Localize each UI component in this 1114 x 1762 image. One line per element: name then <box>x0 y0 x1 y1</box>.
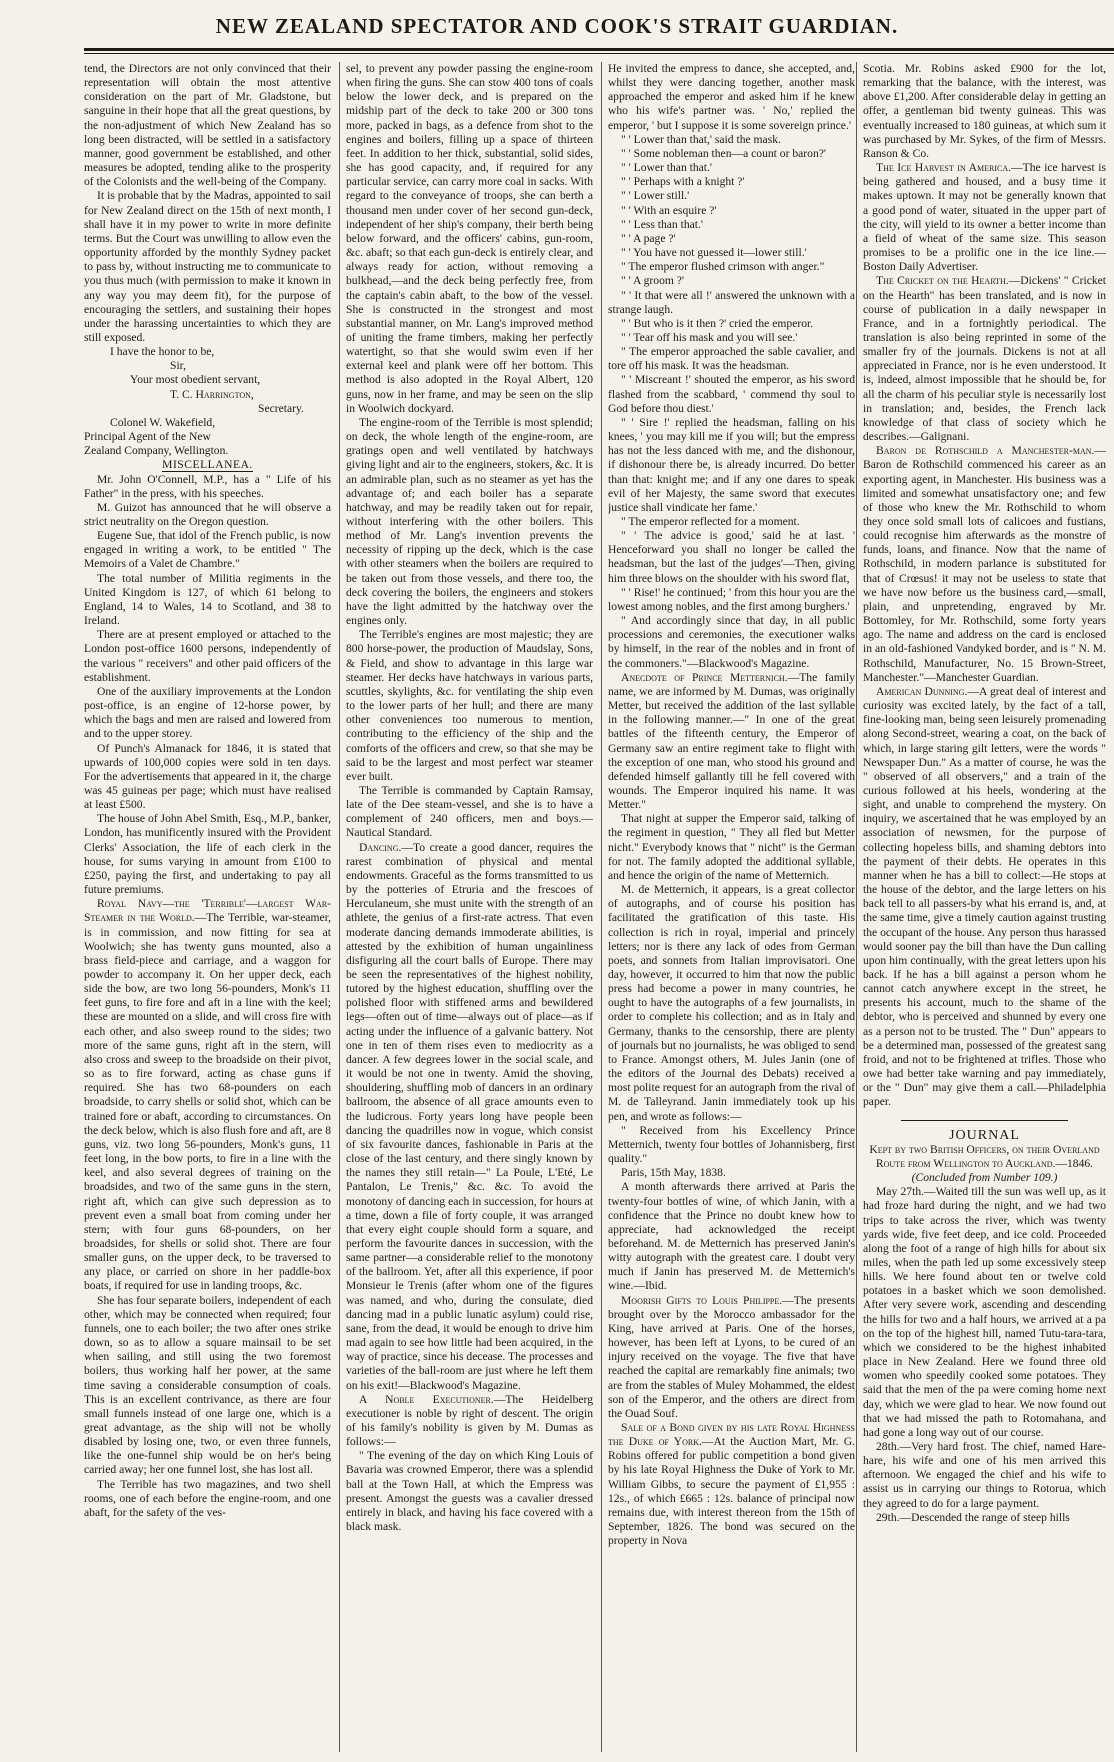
dialogue-line: " ' Lower than that.' <box>621 161 713 175</box>
dialogue-line: " ' Some nobleman then—a count or baron?' <box>621 146 826 160</box>
news-item: The total number of Militia regiments in the United Kingdom is 127, of which 61 belong to England, 14 to Wales, 14 to Scotland, and 38 to Ireland. <box>84 571 331 628</box>
dialogue-line: " ' A page ?' <box>621 231 676 245</box>
letter-addressee: Zealand Company, Wellington. <box>84 444 229 458</box>
article-paragraph: The Terrible's engines are most majestic; they are 800 horse-power, the production of Maudslay, Sons, & Field, and show to advantage in this large war steamer. Her decks have hatchways in various parts, scuttles, skylights, &c. for ventilating the ship even to the lower parts of her hull; and there are many other conveniences too numerous to mention, contributing to the efficiency of the ship and the comforts of the officers and crew, so that she may be said to be the largest and most perfect war steamer ever built. <box>346 628 593 783</box>
letter-addressee: Principal Agent of the New <box>84 430 211 444</box>
dialogue-line: " ' Sire !' replied the headsman, falling on his knees, ' you may kill me if you will; but the empress has not the less danced with me, and the dishonour, if dishonour there be, is already incurred. Do better than that: knight me; and if any one dares to speak evil of her Majesty, the same sword that executes justice shall vindicate her fame.' <box>608 415 855 514</box>
article-heading: The Ice Harvest in America. <box>876 161 1012 175</box>
dialogue-line: " ' Rise!' he continued; ' from this hour you are the lowest among nobles, and the first among burghers.' <box>608 585 855 613</box>
news-item: The house of John Abel Smith, Esq., M.P., banker, London, has munificently insured with the Provident Clerks' Association, the life of each clerk in the house, for sums varying in amount from £100 to £250, paying the first, and undertaking to pay all future premiums. <box>84 812 331 897</box>
news-item: Eugene Sue, that idol of the French public, is now engaged in writing a work, to be entitled " The Memoirs of a Valet de Chambre." <box>84 529 331 571</box>
article-paragraph: That night at supper the Emperor said, talking of the regiment in question, " They all fled but Metter nicht." Everybody knows that " nicht" is the German for not. The family adopted the additional syllable, and hence the origin of the name of Metternich. <box>608 812 855 882</box>
article-american-dunning <box>863 685 1106 1110</box>
article-heading: A Noble Executioner. <box>359 1392 494 1406</box>
dialogue-line: " ' With an esquire ?' <box>621 203 717 217</box>
news-item: Of Punch's Almanack for 1846, it is stated that upwards of 100,000 copies were sold in ten days. For the advertisements that appeared in it, the charge was 45 guineas per page; which must have realised at least £500. <box>84 741 331 812</box>
letter-closing: Sir, <box>170 359 186 373</box>
letter-paragraph: tend, the Directors are not only convinced that their representation will obtain the most attentive consideration on the part of Mr. Gladstone, but sanguine in their hope that all the great questions, by the non-adjustment of which New Zealand has so long been distracted, will be settled in a satisfactory manner, good government be established, and other measures be adopted, tending alike to the prosperity of the Colonists and the well-being of the Company. <box>84 62 331 189</box>
article-paragraph: " Received from his Excellency Prince Metternich, twenty four bottles of Johannisberg, first quality." <box>608 1123 855 1166</box>
dialogue-line: " And accordingly since that day, in all public processions and ceremonies, the executioner walks by himself, in the rear of the nobles and in front of the commoners."—Blackwood's Magazine. <box>608 614 855 670</box>
article-body: —Dickens' " Cricket on the Hearth" has been translated, and is now in course of publication in a daily newspaper in France, and in a fortnightly periodical. The translation is also being reprinted in some of the smaller fry of the journals. Dickens is not at all appreciated in France, nor is he even understood. It is, indeed, almost impossible that he should be, for all the charm of his peculiar style is necessarily lost in translation; and, besides, the French lack knowledge of that class of society which he describes.—Galignani. <box>863 274 1106 444</box>
column-divider <box>856 62 857 1752</box>
masthead-rule-thin <box>84 53 1114 54</box>
column-2 <box>346 62 593 1752</box>
news-item: M. Guizot has announced that he will observe a strict neutrality on the Oregon question. <box>84 500 331 528</box>
article-body: —The ice harvest is being gathered and housed, and a busy time it makes uptown. It may not be generally known that a good pond of water, situated in the upper part of the city, will yield to its owner a better income than a field of wheat of the same size. This season promises to be a prolific one in the ice line.—Boston Daily Advertiser. <box>863 161 1106 274</box>
journal-title: JOURNAL <box>949 1127 1020 1143</box>
dialogue-line: " ' Tear off his mask and you will see.' <box>621 330 798 344</box>
article-heading: Moorish Gifts to Louis Philippe. <box>621 1293 783 1307</box>
article-executioner <box>346 1393 593 1450</box>
article-paragraph: sel, to prevent any powder passing the engine-room when firing the guns. She can stow 400 tons of coals below the lower deck, and is prepared on the midship part of the deck to take 200 or 300 tons more, packed in bags, as a defence from shot to the engines and boilers, filling up a space of thirteen feet. In addition to her thick, substantial, solid sides, she has good capacity, and, if required for any particular service, can carry more coal in sacks. With regard to the conveyance of troops, she can berth a thousand men under cover of her second gun-deck, independent of her ship's company, their berth being below forward, and the officers' cabins, gun-room, &c. abaft; so that each gun-deck is entirely clear, and always ready for action, without removing a bulkhead,—and the deck being perfectly free, from the captain's cabin abaft, to the bow of the vessel. She is constructed in the strongest and most substantial manner, on Mr. Lang's improved method of uniting the frame timbers, making her perfectly watertight, so that she would swim even if her external keel and plank were off her bottom. This method is also adopted in the Royal Albert, 120 guns, now in her frame, and may be seen on the slip in Woolwich dockyard. <box>346 62 593 415</box>
dialogue-line: " The emperor flushed crimson with anger." <box>621 260 825 274</box>
dialogue-line: " ' Less than that.' <box>621 217 703 231</box>
article-body: —Baron de Rothschild commenced his career as an exporting agent, in Manchester. His business was a limited and somewhat unsatisfactory one; and few of those who knew the Mr. Rothschild to whom they once sold small lots of calicoes and fustians, could recognise him afterwards as the monstre of funds, loans, and finance. Now that the name of Rothschild, in modern parlance is substituted for that of Crœsus! it may not be useless to state that we have now before us the business card,—small, plain, and unpretending, engraved by Mr. Bottomley, for Mr. Rothschild, some forty years ago. The name and address on the card is enclosed in an old-fashioned Vandyked border, and is " N. M. Rothschild, Manufacturer, No. 15 Brown-Street, Manchester."—Manchester Guardian. <box>863 444 1106 684</box>
letter-signatory: T. C. Harrington, <box>170 387 254 401</box>
article-paragraph: He invited the empress to dance, she accepted, and, whilst they were dancing together, another mask approached the emperor and asked him if he knew who his wife's partner was. ' No,' replied the emperor, ' but I suppose it is some sovereign prince.' <box>608 62 855 132</box>
section-heading-text: MISCELLANEA. <box>162 458 253 472</box>
article-body: —The Heidelberg executioner is noble by right of descent. The origin of his family's nobility is given by M. Dumas as follows:— <box>346 1392 593 1449</box>
article-body: —At the Auction Mart, Mr. G. Robins offered for public competition a bond given by his late Royal Highness the Duke of York to Mr. William Gibbs, to secure the payment of £1,955 : 12s., of which £665 : 12s. balance of principal now remains due, with interest thereon from the 15th of September, 1826. The bond was secured on the property in Nova <box>608 1435 855 1548</box>
article-dancing <box>346 841 593 1393</box>
dialogue-line: " ' Perhaps with a knight ?' <box>621 175 745 189</box>
dialogue-line: " ' Lower still.' <box>621 189 690 203</box>
journal-entry: 29th.—Descended the range of steep hills <box>876 1510 1070 1524</box>
column-4 <box>863 62 1106 1752</box>
article-body: —The presents brought over by the Morocco ambassador for the King, have arrived at Paris. One of the horses, however, has been left at Lyons, to be cured of an injury received on the voyage. The five that have reached the capital are remarkably fine animals; two are from the stables of Muley Mohammed, the eldest son of the Emperor, and the others are direct from the Ouad Souf. <box>608 1293 855 1420</box>
masthead-rule-thick <box>84 48 1114 51</box>
dialogue-line: " ' It that were all !' answered the unknown with a strange laugh. <box>608 288 855 316</box>
article-heading: Sale of a Bond given by his late Royal Highness the Duke of York. <box>608 1421 855 1449</box>
dialogue-line: " The emperor reflected for a moment. <box>621 515 800 528</box>
news-item: One of the auxiliary improvements at the London post-office, is an engine of 12-horse power, by which the bags and men are raised and lowered from and to the upper storey. <box>84 684 331 741</box>
article-cricket-hearth <box>863 274 1106 444</box>
journal-entry: 28th.—Very hard frost. The chief, named Hare-hare, his wife and one of his men arrived this afternoon. We engaged the chief and his wife to assist us in carrying our things to Rotorua, which they agreed to do for a large payment. <box>863 1440 1106 1510</box>
journal-entry: May 27th.—Waited till the sun was well up, as it had froze hard during the night, and we had two trips to take across the river, which was twenty yards wide, five feet deep, and ice cold. Proceeded along the foot of a range of high hills for about six miles, when the path led up some excessively steep hills. We here found about ten or twelve cold potatoes in a basket which we soon demolished. After very severe work, ascending and descending the hills for two and a half hours, we arrived at a pa on the top of the highest hill, named Tutu-tara-tara, which we considered to be the highest inhabited place in New Zealand. Here we found three old women who speedily cooked some potatoes. They said that the men of the pa were coming home next day, which we were glad to hear. We now found out that we had missed the path to Rotomahana, and had gone a long way out of our course. <box>863 1185 1106 1439</box>
article-paragraph: She has four separate boilers, independent of each other, which may be connected when required; four funnels, one to each boiler; the two after ones strike down, so as to allow a square mainsail to be set when sailing, and still using the two foremost boilers, thus working half her power, at the same time saving a considerable consumption of coals. This is an excellent contrivance, as there are four small funnels instead of one large one, which is a great advantage, as the ship will not be wholly disabled by losing one, two, or even three funnels, like the one-funnel ship would be on her's being carried away; her one funnel lost, she has lost all. <box>84 1293 331 1477</box>
article-heading: Baron de Rothschild a Manchester-man. <box>876 444 1095 458</box>
article-bond-sale <box>608 1421 855 1548</box>
article-paragraph: The engine-room of the Terrible is most splendid; on deck, the whole length of the engine-room, are gratings open and well ventilated by hatchways giving light and air to the engineers, stokers, &c. It is an admirable plan, such as no steamer as yet has the advantage of; and each boiler has a separate hatchway, and may be readily taken out for repair, without interfering with the other boilers. This method of Mr. Lang's invention prevents the necessity of ripping up the deck, which is the case with other steamers when the boilers are required to be taken out from those vessels, and there too, the deck covering the boilers, the engineers and stokers have the light admitted by the hatchway over the engines only. <box>346 415 593 628</box>
article-heading: Anecdote of Prince Metternich. <box>621 670 788 684</box>
article-paragraph: Scotia. Mr. Robins asked £900 for the lot, remarking that the balance, with the interest, was above £1,200. After considerable delay in getting an offer, a gentleman bid twenty guineas. This was eventually increased to 180 guineas, at which sum it was purchased by Mr. Sykes, of the firm of Messrs. Ranson & Co. <box>863 62 1106 160</box>
article-terrible <box>84 897 331 1293</box>
article-body: —The family name, we are informed by M. Dumas, was originally Metter, but received the addition of the last syllable in the following manner.—" In one of the great battles of the fifteenth century, the Emperor of Germany saw an entire regiment take to flight with the exception of one man, who stood his ground and defended himself gallantly till he fell covered with wounds. The Emperor inquired his name. It was Metter." <box>608 670 855 812</box>
section-heading-miscellanea <box>84 458 331 472</box>
article-body: —The Terrible, war-steamer, is in commission, and now fitting for sea at Woolwich; she has twenty guns mounted, also a brass field-piece and carriage, and a waggon for powder to accompany it. On her upper deck, each side the bow, are two long 56-pounders, Monk's 11 feet guns, to fire fore and aft in a line with the keel; these are mounted on a slide, and will cross fire with each other, and also sweep round to the sides; two more of the same guns, right aft in the stern, will also cross and sweep to the broadside on their pivot, so as to fire forward, acting as chase guns if required. She has two 68-pounders on each broadside, to carry shells or solid shot, which can be trained fore or abaft, according to circumstances. On the deck below, which is also flush fore and aft, are 8 guns, viz. two long 56-pounders, Monk's guns, 11 feet long, in the bow ports, to fire in a line with the keel, and also several degrees of training on the broadsides, and two of the same guns in the stern, right aft, which can give such depression as to prevent even a small boat from coming under her stern; with four guns 68-pounders, on her broadsides, for shells or solid shot. There are four smaller guns, on the upper deck, to be traversed to any place, or carried on shore in her paddle-box boats, if required for use in landing troops, &c. <box>84 911 331 1293</box>
news-item: Mr. John O'Connell, M.P., has a " Life of his Father" in the press, with his speeches. <box>84 472 331 500</box>
article-paragraph: M. de Metternich, it appears, is a great collector of autographs, and of course his position has facilitated the gratification of this taste. His collection is rich in royal, imperial and princely letters; nor is there any lack of odes from German poets, and sonnets from Italian improvisatori. One day, however, it occurred to him that now the public press had become a power in many countries, he ought to have the autographs of a few journalists, in order to complete his collection; and as in Italy and Germany, thanks to the censorship, there are plenty of journals but no journalists, he was obliged to send to France. Amongst others, M. Jules Janin (one of the editors of the Journal des Debats) received a most polite request for an autograph from the rival of M. de Talleyrand. Janin immediately took up his pen, and wrote as follows:— <box>608 883 855 1123</box>
article-body: —To create a good dancer, requires the rarest combination of physical and mental endowments. Graceful as the forms transmitted to us by the potteries of Etruria and the frescoes of Herculaneum, she must unite with the strength of an athlete, the genius of a first-rate actress. That even moderate dancing demands immoderate abilities, is attested by the exhibition of human ungainliness disfiguring all the court balls of Europe. There may be seen the representatives of the highest nobility, tutored by the highest education, shuffling over the polished floor with stiffened arms and bewildered legs—often out of time—always out of place—as if acting under the influence of a galvanic battery. Not one in ten of them rises even to mediocrity as a dancer. A few degrees lower in the social scale, and it would be not one in twenty. Amid the shoving, shouldering, shuffling mob of dancers in an ordinary ballroom, the absence of all grace amounts even to the ludicrous. Forty years long have people been dancing the quadrilles now in vogue, which consist of six favourite dances, fashionable in Paris at the close of the last century, and there singly known by the names they still retain—" La Poule, L'Eté, Le Pantalon, Le Trenis," &c. &c. To avoid the monotony of dancing each in succession, for hours at a time, down a file of forty couple, it was arranged that every eight couple should form a square, and perform the favourite dances in succession, with the same partner—a considerable relief to the monotony of the ballroom. Yet, after all this experience, if poor Monsieur le Trenis (after whom one of the figures was named, and who, during the consulate, died dancing mad in a public lunatic asylum) could rise, sane, from the dead, it would be enough to drive him mad again to see how little had been acquired, in the way of practice, since his decease. The processes and varieties of the ball-room are just where he left them on his exit!—Blackwood's Magazine. <box>346 840 593 1392</box>
masthead: NEW ZEALAND SPECTATOR AND COOK'S STRAIT GUARDIAN. <box>215 14 899 38</box>
article-heading: Dancing. <box>359 840 402 854</box>
section-divider <box>901 1120 1068 1121</box>
article-dateline: Paris, 15th May, 1838. <box>621 1166 726 1180</box>
letter-addressee: Colonel W. Wakefield, <box>110 415 216 429</box>
article-paragraph: The Terrible is commanded by Captain Ramsay, late of the Dee steam-vessel, and she is to have a complement of 240 officers, men and boys.—Nautical Standard. <box>346 783 593 840</box>
article-paragraph: A month afterwards there arrived at Paris the twenty-four bottles of wine, of which Janin, with a confidence that the Prince no doubt knew how to appreciate, had acknowledged the receipt beforehand. M. de Metternich has preserved Janin's witty autograph with the greatest care. I doubt very much if Janin has preserved M. de Metternich's wine.—Ibid. <box>608 1180 855 1293</box>
letter-closing: Your most obedient servant, <box>130 373 261 387</box>
article-moorish-gifts <box>608 1294 855 1421</box>
article-metternich <box>608 671 855 813</box>
dialogue-line: " ' The advice is good,' said he at last. ' Henceforward you shall no longer be called the headsman, but the last of the judges'—Then, giving him three blows on the shoulder with his sword flat, <box>608 529 855 585</box>
article-heading: American Dunning. <box>876 684 968 698</box>
journal-subtitle: Kept by two British Officers, on their Overland Route from Wellington to Auckland.—1846. <box>869 1142 1100 1170</box>
article-body: —A great deal of interest and curiosity was excited lately, by the fact of a tall, fine-looking man, being seen leisurely promenading along Second-street, wearing a coat, on the back of which, in large staring gilt letters, were the words " Newspaper Dun." As a matter of course, he was the " observed of all observers," and a train of the curious followed at his heels, wondering at the sight, and unable to comprehend the mystery. On inquiry, we ascertained that he was employed by an association of newsmen, for the purpose of collecting hopeless bills, and shaming debtors into the payment of their debts. He operates in this manner when he has a bill to collect:—He stops at the house of the debtor, and the large letters on his back tell to all passers-by what his errand is, and, at the same time, give a timely caution against trusting the occupant of the house. Any person thus harassed would sooner pay the bill than have the Dun calling upon him continually, with the great letters upon his back. If he has a bill against a person whom he cannot catch anywhere except in the street, he presents his account, much to the shame of the debtor, who is perceived and shunned by every one as a person not to be trusted. The " Dun" appears to be a determined man, possessed of the greatest sang froid, and not to be frightened at trifles. Those who owe had better take warning and pay immediately, or the " Dun" may give them a call.—Philadelphia paper. <box>863 684 1106 1109</box>
column-3 <box>608 62 855 1752</box>
article-heading: Royal Navy—the 'Terrible'—largest War-Steamer in the World. <box>84 897 331 925</box>
article-paragraph: " The evening of the day on which King Louis of Bavaria was crowned Emperor, there was a splendid ball at the Town Hall, at which the Empress was present. Amongst the guests was a cavalier dressed entirely in black, and having his face covered with a black mask. <box>346 1449 593 1534</box>
news-item: There are at present employed or attached to the London post-office 1600 persons, independently of the various " receivers" and other paid officers of the establishment. <box>84 628 331 684</box>
dialogue-line: " ' You have not guessed it—lower still.' <box>621 246 807 260</box>
letter-closing: I have the honor to be, <box>110 345 215 359</box>
letter-signatory-title: Secretary. <box>258 401 304 415</box>
article-paragraph: The Terrible has two magazines, and two shell rooms, one of each before the engine-room, and one abaft, for the safety of the ves- <box>84 1477 331 1519</box>
dialogue-line: " ' Lower than that,' said the mask. <box>621 132 781 146</box>
article-rothschild <box>863 444 1106 685</box>
journal-continuation-note: (Concluded from Number 109.) <box>911 1171 1058 1185</box>
column-divider <box>601 62 602 1752</box>
dialogue-line: " ' But who is it then ?' cried the emperor. <box>621 316 814 330</box>
dialogue-line: " ' Miscreant !' shouted the emperor, as his sword flashed from the scabbard, ' commend thy soul to God before thou diest.' <box>608 373 855 415</box>
column-divider <box>339 62 340 1752</box>
dialogue-line: " ' A groom ?' <box>621 274 685 288</box>
letter-paragraph: It is probable that by the Madras, appointed to sail for New Zealand direct on the 15th of next month, I shall have it in my power to write in more definite terms. But the Court was unwilling to allow even the opportunity afforded by the monthly Sydney packet to pass by, without instructing me to communicate to you thus much (with permission to make it known in any way you may deem fit), for the purpose of encouraging the settlers, and sustaining their hopes under the harassing uncertainties to which they are still exposed. <box>84 189 331 344</box>
article-ice-harvest <box>863 161 1106 274</box>
article-heading: The Cricket on the Hearth. <box>876 274 1009 288</box>
column-1 <box>84 62 331 1752</box>
dialogue-line: " The emperor approached the sable cavalier, and tore off his mask. It was the headsman. <box>608 345 855 373</box>
